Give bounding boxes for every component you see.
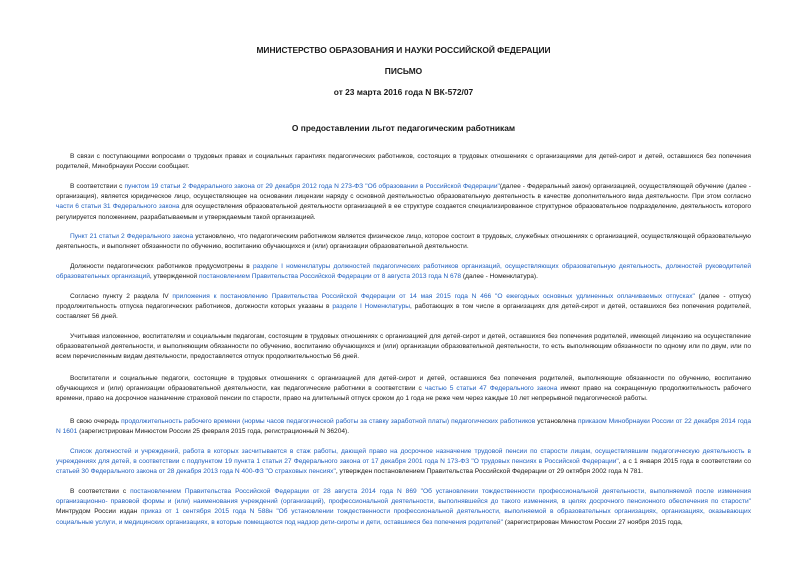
document-link[interactable]: приказом Минобрнауки России от 22 декабря 2014 года N 1601 (56, 418, 752, 436)
document-link[interactable]: статьей 30 Федерального закона от 28 декабря 2013 года N 400-ФЗ "О страховых пенсиях" (56, 468, 336, 476)
paragraph-text: , утвержденной (149, 273, 200, 281)
document-link[interactable]: Список должностей и учреждений, работа в которых засчитывается в стаж работы, дающей право на досрочное назначение трудовой пенсии по старости лицам, осуществлявшим педагогическую деятельность в учреждениях для детей, в соответствии с подпунктом 19 пункта 1 статьи 27 Федерального закона от 17 декабря 2001 года N 173-ФЗ "О трудовых пенсиях в Российской Федерации" (56, 448, 751, 466)
document-link[interactable]: постановлением Правительства Российской Федерации от 28 августа 2014 года N 869 "Об установлении тождественности профессиональной деятельности, выполняемой после изменения организационно- правовой формы и (или) наименования учреждений (организаций), профессиональной деятельности, выполнявшейся до такого изменения, в целях досрочного пенсионного обеспечения по старости" (56, 488, 751, 506)
paragraph-conclusion (56, 332, 751, 363)
paragraph-text: (зарегистрирован Минюстом России 25 февраля 2015 года, регистрационный N 36204). (77, 428, 350, 436)
document-link[interactable]: продолжительность рабочего времени (нормы часов педагогической работы за ставку заработной платы) педагогических работников (121, 418, 536, 425)
paragraph-text: В соответствии с (70, 488, 131, 495)
paragraph-text: Согласно пункту 2 раздела IV (70, 293, 173, 300)
paragraph-organization-definition (56, 182, 751, 223)
document-link[interactable]: разделе I номенклатуры должностей педагогических работников организаций, осуществляющих образовательную деятельность, должностей руководителей образовательных организаций (56, 263, 752, 281)
paragraph-text: Учитывая изложенное, воспитателям и социальным педагогам, состоящим в трудовых отношениях с организацией для детей-сирот и детей, оставшихся без попечения родителей, имеющей лицензию на осуществление образовательной деятельности, и выполняющим обязанности по обучению, воспитанию обучающихся и (или) организации образовательной деятельности, то есть выполняющим обязанности по одному или по двум, или по всем перечисленным видам деятельности, предоставляется отпуск продолжительностью 56 дней. (56, 333, 751, 361)
document-link[interactable]: пунктом 19 статьи 2 Федерального закона от 29 декабря 2012 года N 273-ФЗ "Об образовании в Российской Федерации" (124, 183, 500, 190)
paragraph-text: установлено, что педагогическим работником является физическое лицо, которое состоит в трудовых, служебных отношениях с организацией, осуществляющей образовательную деятельность, и выполняет обязанности по обучению, воспитанию обучающихся и (или) организации образовательной деятельности. (56, 233, 751, 251)
paragraph-text: В соответствии с (70, 183, 125, 190)
paragraph-pedagogical-worker (56, 232, 751, 252)
paragraph-intro (56, 152, 751, 172)
document-date-number: от 23 марта 2016 года N ВК-572/07 (333, 87, 474, 97)
paragraph-text: Воспитатели и социальные педагоги, состоящие в трудовых отношениях с организацией для детей-сирот и детей, оставшихся без попечения родителей, выполняющие обязанности по обучению, воспитанию обучающихся и (или) организации образовательной деятельности, как педагогические работники в соответствии с (56, 375, 751, 393)
document-title: О предоставлении льгот педагогическим работникам (291, 123, 516, 133)
paragraph-text: установлена (535, 418, 579, 425)
document-link[interactable]: приложения к постановлению Правительства Российской Федерации от 14 мая 2015 года N 466 "О ежегодных основных удлиненных оплачиваемых отпусках" (172, 293, 695, 300)
paragraph-text: , работающих в том числе в организациях для детей-сирот и детей, оставшихся без попечения родителей, составляет 56 дней. (56, 303, 751, 321)
paragraph-identity-order (56, 487, 751, 528)
paragraph-text: Должности педагогических работников предусмотрены в (70, 263, 253, 270)
document-link[interactable]: Пункт 21 статьи 2 Федерального закона (70, 233, 194, 240)
ministry-heading: МИНИСТЕРСТВО ОБРАЗОВАНИЯ И НАУКИ РОССИЙСКОЙ ФЕДЕРАЦИИ (256, 45, 551, 55)
paragraph-text: (далее - отпуск) продолжительность отпуска педагогических работников, должности которых указаны в (56, 293, 752, 311)
paragraph-text: (далее - Номенклатура). (461, 273, 538, 281)
document-link[interactable]: приказ от 1 сентября 2015 года N 588н "Об установлении тождественности профессиональной деятельности, выполняемой в образовательных организациях, организациях, оказывающих социальные услуги, и медицинских организациях, в которые помещаются под надзор дети-сироты и дети, оставшиеся без попечения родителей" (56, 508, 751, 526)
paragraph-positions (56, 262, 751, 282)
document-link[interactable]: постановлением Правительства Российской Федерации от 8 августа 2013 года N 678 (199, 273, 462, 281)
paragraph-text: имеют право на сокращенную продолжительность рабочего времени, право на досрочное назначение страховой пенсии по старости, право на длительный отпуск сроком до 1 года не реже чем через каждые 10 лет непрерывной педагогической работы. (56, 385, 751, 403)
paragraph-text: , утвержден постановлением Правительства Российской Федерации от 29 октября 2002 года N 781. (335, 468, 643, 476)
paragraph-rights (56, 374, 751, 405)
paragraph-pension-list (56, 447, 751, 478)
paragraph-vacation (56, 292, 751, 323)
document-link[interactable]: части 6 статьи 31 Федерального закона (56, 203, 180, 211)
paragraph-working-hours (56, 417, 751, 437)
paragraph-text: Минтрудом России издан (56, 508, 141, 516)
paragraph-text: (зарегистрирован Минюстом России 27 ноября 2015 года, (502, 518, 683, 526)
document-type: ПИСЬМО (384, 66, 423, 76)
paragraph-text: В свою очередь (70, 418, 122, 425)
paragraph-text: В связи с поступающими вопросами о трудовых правах и социальных гарантиях педагогических работников, состоящих в трудовых отношениях с организациями для детей-сирот и детей, оставшихся без попечения родителей, Минобрнауки России сообщает. (56, 153, 751, 171)
paragraph-text: (далее - Федеральный закон) организацией, осуществляющей обучение (далее - организация), является юридическое лицо, осуществляющее на основании лицензии наряду с основной деятельностью образовательную деятельность в качестве дополнительного вида деятельности. При этом согласно (56, 183, 751, 201)
document-link[interactable]: частью 5 статьи 47 Федерального закона (424, 385, 558, 393)
paragraph-text: , а с 1 января 2015 года в соответствии со (618, 458, 751, 466)
paragraph-text: для осуществления образовательной деятельности организацией в ее структуре создается специализированное структурное образовательное подразделение, деятельность которого регулируется положением, разрабатываемым и утверждаемым такой организацией. (56, 203, 751, 221)
document-link[interactable]: разделе I Номенклатуры (332, 303, 410, 311)
